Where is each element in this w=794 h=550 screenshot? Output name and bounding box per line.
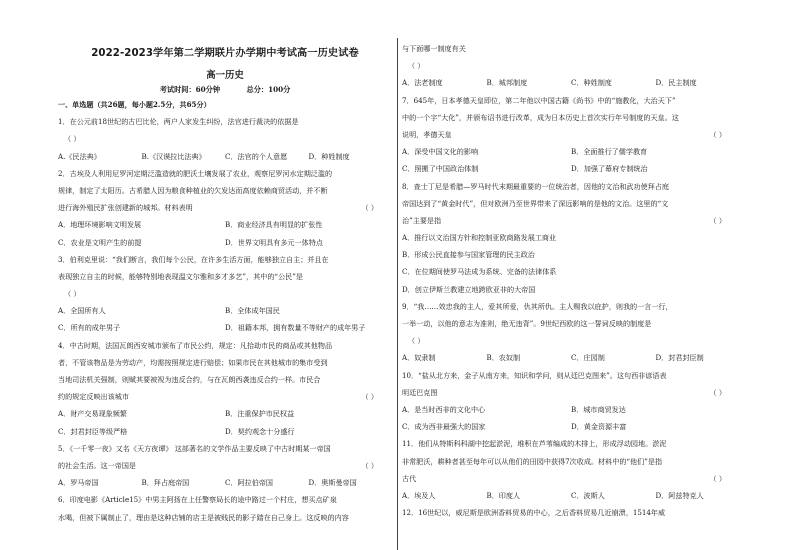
q3-stem-1: 3．伯利克里说：“我们断言，我们每个公民，在许多生活方面，能够独立自主；并且在: [58, 254, 329, 264]
q11-stem-1: 11．他们从特斯科科湖中挖起淤泥，堆积在芦苇编成的木排上，形成浮动园地。淤泥: [402, 439, 667, 449]
q3-options-row2: [58, 319, 392, 336]
q10-option-a[interactable]: A．是当时西非的文化中心: [402, 404, 486, 414]
q8-option-a[interactable]: A．推行以文治国方针和控制亚欧商路发展工商业: [402, 233, 557, 243]
q11-stem-3-text: 古代: [402, 473, 417, 483]
q7-option-b[interactable]: B．全面推行了儒学教育: [571, 147, 648, 157]
left-column: [58, 43, 392, 550]
q3-answer-paren: （ ）: [64, 289, 81, 299]
q9-options: [402, 349, 740, 366]
q10-option-d[interactable]: D．黄金资源丰富: [571, 422, 627, 432]
q9-option-b[interactable]: B．农奴制: [486, 353, 521, 363]
column-divider: [397, 38, 398, 550]
section-heading: 一、单选题（共26题，每小题2.5分，共65分）: [58, 100, 211, 109]
q2-option-d[interactable]: D．世界文明具有多元一体特点: [225, 237, 323, 247]
q11-option-a[interactable]: A．埃及人: [402, 490, 436, 500]
q3-option-b[interactable]: B．全体成年国民: [225, 306, 280, 316]
q4-option-b[interactable]: B．注重保护市民权益: [225, 409, 295, 419]
q2-option-a[interactable]: A．地理环境影响文明发展: [58, 220, 142, 230]
q4-stem-1: 4．中古时期，法国瓦朗西安城市颁布了市民公约，规定：凡拾劫市民的商品或其他物品: [58, 340, 333, 350]
q7-stem-3-text: 说明，孝德天皇: [402, 129, 452, 139]
q5-options: [58, 474, 392, 491]
q2-stem-2: 规律，制定了太阳历。古希腊人因为粮食种植业的欠发达而高度依赖商贸活动，并不断: [58, 185, 328, 195]
q1-option-c[interactable]: C．法官的个人意愿: [225, 151, 288, 161]
q2-stem-1: 2．古埃及人利用尼罗河定期泛滥造就的肥沃土壤发展了农业，观察尼罗河水定期泛滥的: [58, 168, 333, 178]
q9-stem-1: 9．“我……效忠我的主人，爱其所爱，仇其所仇。主人赐我以庇护，则我的一言一行，: [402, 301, 673, 311]
q12-stem-1: 12．16世纪以，威尼斯是欧洲香料贸易的中心，之后香料贸易几近崩溃，1514年威: [402, 508, 666, 518]
q5-stem-2-text: 的社会生活。这一帝国是: [58, 460, 137, 470]
q6-option-a[interactable]: A．法老制度: [402, 78, 443, 88]
q7-option-a[interactable]: A．深受中国文化的影响: [402, 147, 479, 157]
q3-option-d[interactable]: D．祖籍本邦，拥有数量不等财产的成年男子: [225, 323, 366, 333]
q7-options-row2: [402, 160, 740, 177]
q10-stem-2: [402, 384, 740, 401]
q8-answer-paren: （ ）: [709, 215, 726, 225]
q11-stem-2: 非常肥沃，耕种者甚至每年可以从他们的田园中获得7次收成。材料中的“他们”是指: [402, 456, 663, 466]
q1-option-d[interactable]: D．种姓制度: [308, 151, 350, 161]
exam-time: 考试时间：60分钟: [159, 85, 221, 94]
q8-stem-3: [402, 212, 740, 229]
q3-option-a[interactable]: A．全国所有人: [58, 306, 106, 316]
q6-option-c[interactable]: C．种姓制度: [571, 78, 612, 88]
q10-stem-1: 10．“盐从北方来，金子从南方来，知识和学问，则从廷巴克图来”。这句西非谚语表: [402, 370, 667, 380]
q1-answer-paren: （ ）: [64, 134, 81, 144]
q11-options: [402, 487, 740, 504]
q10-options-row1: [402, 401, 740, 418]
q3-options-row1: [58, 302, 392, 319]
q8-stem-3-text: 治”主要是指: [402, 215, 442, 225]
q7-answer-paren: （ ）: [709, 129, 726, 139]
q7-stem-2: 中的一个字“大化”，并颁布诏书进行改革，成为日本历史上首次实行年号制度的天皇。这: [402, 112, 679, 122]
q5-option-d[interactable]: D．奥斯曼帝国: [308, 478, 357, 488]
q2-answer-paren: （ ）: [361, 203, 378, 213]
q5-stem-2: [58, 457, 392, 474]
q9-stem-2: 一举一动，以他的意志为准则，绝无违背”。9世纪西欧的这一誓词反映的制度是: [402, 319, 652, 328]
q7-option-c[interactable]: C．照搬了中国政治体制: [402, 164, 479, 174]
q8-option-d[interactable]: D．创立伊斯兰教建立地跨欧亚非的大帝国: [402, 284, 536, 294]
q4-options-row1: [58, 405, 392, 422]
q1-option-a[interactable]: A.《民法典》: [58, 151, 101, 161]
q6-stem-1: 6．印度电影《Article15》中男主阿扬在上任警察局长的途中路过一个村庄，想买点矿泉: [58, 495, 337, 505]
q1-stem: 1．在公元前18世纪的古巴比伦，两户人家发生纠纷，法官进行裁决的依据是: [58, 117, 299, 127]
q5-option-a[interactable]: A．罗马帝国: [58, 478, 99, 488]
q4-options-row2: [58, 423, 392, 440]
q11-option-d[interactable]: D．阿兹特克人: [655, 490, 704, 500]
q2-options-row2: [58, 234, 392, 251]
right-column: [402, 40, 740, 550]
exam-subtitle: 高一历史: [206, 70, 244, 81]
q2-options-row1: [58, 216, 392, 233]
q6-stem-3: 与下面哪一制度有关: [402, 44, 466, 53]
q8-option-b[interactable]: B．形成公民直接参与国家管理的民主政治: [402, 250, 535, 260]
q10-option-b[interactable]: B．城市商贸发达: [571, 404, 626, 414]
q2-option-b[interactable]: B．商业经济具有明显的扩张性: [225, 220, 323, 230]
q7-option-d[interactable]: D．加强了幕府专制统治: [571, 164, 648, 174]
q10-stem-2-text: 明廷巴克图: [402, 387, 438, 397]
q6-stem-2: 水喝，但被下属制止了，理由是这种店铺的店主是被贱民的影子踏在自己身上。这反映的内容: [58, 512, 349, 522]
q1-option-b[interactable]: B.《汉谟拉比法典》: [141, 151, 206, 161]
q8-stem-2: 帝国达到了“黄金时代”，但对欧洲乃至世界带来了深远影响的是他的文治。这里的“文: [402, 198, 669, 208]
q3-option-c[interactable]: C．所有的成年男子: [58, 323, 121, 333]
q4-option-a[interactable]: A．财产交易现象频繁: [58, 409, 127, 419]
right-question-list: [402, 40, 740, 521]
q5-answer-paren: （ ）: [361, 460, 378, 470]
q1-options: [58, 148, 392, 165]
q6-options: [402, 74, 740, 91]
q9-option-c[interactable]: C．庄园制: [571, 353, 605, 363]
q7-stem-3: [402, 126, 740, 143]
q4-stem-4-text: 约的规定反映出该城市: [58, 392, 129, 402]
exam-title: 2022-2023学年第二学期联片办学期中考试高一历史试卷: [91, 48, 359, 59]
q11-answer-paren: （ ）: [709, 473, 726, 483]
q9-answer-paren: （ ）: [408, 336, 425, 346]
exam-score: 总分：100分: [246, 85, 291, 94]
q9-option-a[interactable]: A．奴隶制: [402, 353, 436, 363]
q7-stem-1: 7．645年，日本孝德天皇即位，第二年他以中国古籍《尚书》中的“施教化，大治天下”: [402, 95, 676, 105]
q2-stem-3-text: 进行海外殖民扩张创建新的城邦。材料表明: [58, 203, 193, 213]
q6-option-b[interactable]: B．城邦制度: [486, 78, 528, 88]
q10-answer-paren: （ ）: [709, 387, 726, 397]
q5-option-b[interactable]: B．拜占庭帝国: [141, 478, 190, 488]
q4-stem-2: 者，不管该物品是为劳动产，均需按照规定进行赔偿；如果市民在其他城市的集市受到: [58, 357, 328, 367]
q2-option-c[interactable]: C．农业是文明产生的前提: [58, 237, 142, 247]
q11-option-c[interactable]: C．波斯人: [571, 490, 605, 500]
q8-option-c[interactable]: C．在位期间使罗马法成为系统、完备的法律体系: [402, 267, 557, 277]
q4-stem-4: [58, 388, 392, 405]
q4-option-d[interactable]: D．契约观念十分盛行: [225, 426, 295, 436]
q3-stem-2: 表现独立自主的时候，能够特别地表现温文尔雅和多才多艺”，其中的“公民”是: [58, 271, 303, 281]
q4-answer-paren: （ ）: [361, 392, 378, 402]
q11-stem-3: [402, 470, 740, 487]
q6-option-d[interactable]: D．民主制度: [655, 78, 697, 88]
q10-options-row2: [402, 418, 740, 435]
q4-option-c[interactable]: C．封君封臣等级严格: [58, 426, 128, 436]
q9-option-d[interactable]: D．封君封臣制: [655, 353, 704, 363]
q7-options-row1: [402, 143, 740, 160]
left-question-list: [58, 96, 392, 526]
q11-option-b[interactable]: B．印度人: [486, 490, 521, 500]
q5-stem-1: 5．《一千零一夜》又名《天方夜谭》 这部著名的文学作品主要反映了中古时期某一帝国: [58, 443, 331, 453]
q2-stem-3: [58, 199, 392, 216]
q5-option-c[interactable]: C．阿拉伯帝国: [225, 478, 273, 488]
q8-stem-1: 8．查士丁尼是希腊—罗马时代末期最重要的一位统治者，因他的文治和武功使拜占庭: [402, 181, 669, 191]
q4-stem-3: 当地司法机关强制，则赋其要被视为违反合约，与在瓦朗西袭违反合约一样。市民合: [58, 375, 321, 384]
q6-answer-paren: （ ）: [408, 61, 425, 71]
q10-option-c[interactable]: C．成为西非最强大的国家: [402, 422, 486, 432]
